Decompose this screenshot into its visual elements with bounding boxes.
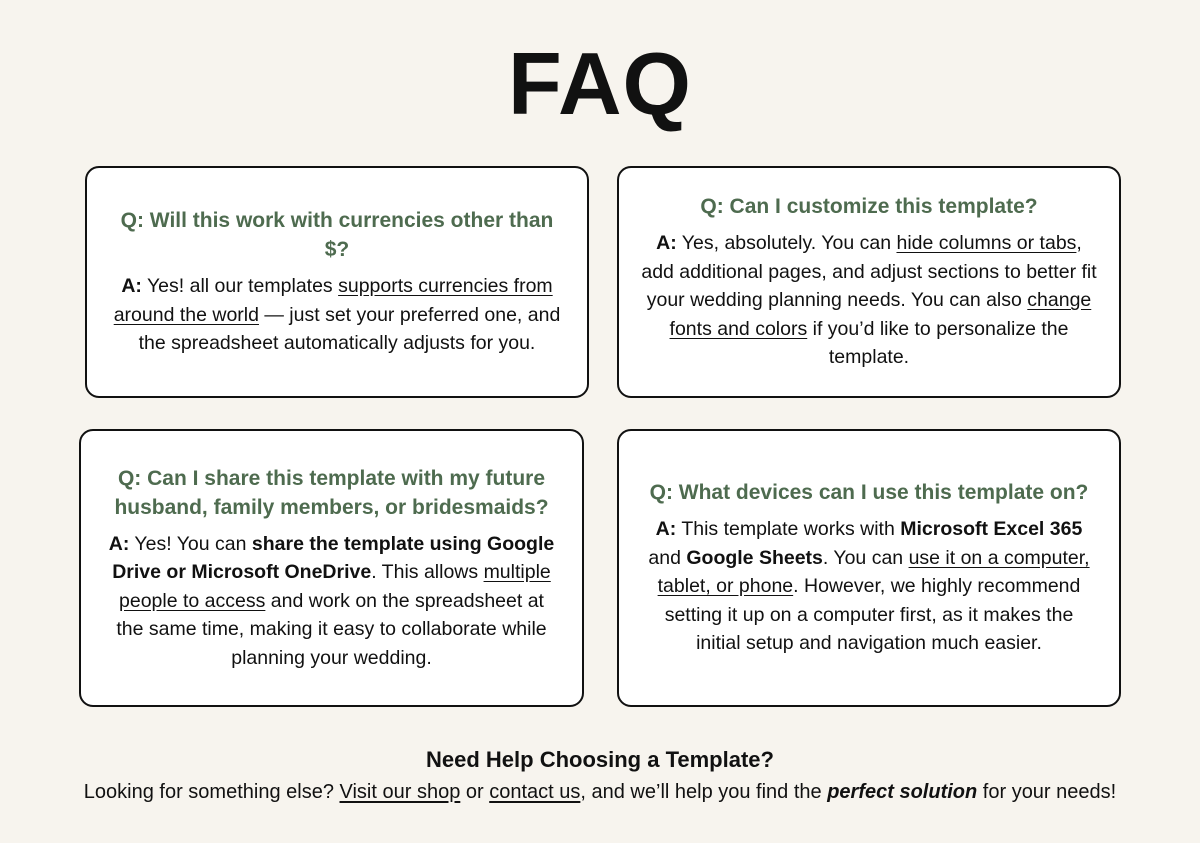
devices-link[interactable]: use it on a computer, tablet, or phone xyxy=(657,546,1090,598)
faq-card-currencies xyxy=(85,166,589,398)
faq-answer: A: This template works with Microsoft Excel 365 and Google Sheets. You can use it on a computer, tablet, or phone. However, we highly recommend setting it up on a computer first, as it makes the initial setup and navigation much easier. xyxy=(648,518,1090,655)
footer-heading: Need Help Choosing a Template? xyxy=(426,747,774,772)
footer-text: Looking for something else? Visit our shop or contact us, and we’ll help you find the perfect solution for your needs! xyxy=(83,781,1117,803)
faq-question: Q: Can I share this template with my future husband, family members, or bridesmaids? xyxy=(114,466,549,519)
answer-prefix: A: xyxy=(655,518,677,541)
page-title: FAQ xyxy=(508,34,692,133)
faq-answer: A: Yes! all our templates supports currencies from around the world — just set your preferred one, and the spreadsheet automatically adjusts for you. xyxy=(113,275,561,355)
share-emphasis: share the template using Google Drive or Microsoft OneDrive xyxy=(112,532,555,584)
perfect-solution-emphasis: perfect solution xyxy=(827,781,978,803)
faq-card-share xyxy=(79,429,584,707)
currencies-link[interactable]: supports currencies from around the world xyxy=(113,275,553,326)
visit-shop-link[interactable]: Visit our shop xyxy=(339,781,461,803)
answer-prefix: A: xyxy=(108,532,130,555)
faq-card-customize xyxy=(617,166,1121,398)
faq-answer: A: Yes! You can share the template using Google Drive or Microsoft OneDrive. This allows multiple people to access and work on the spreadsheet at the same time, making it easy to collaborate while planning your wedding. xyxy=(108,532,555,669)
faq-answer: A: Yes, absolutely. You can hide columns or tabs, add additional pages, and adjust sections to better fit your wedding planning needs. You can also change fonts and colors if you’d like to personalize the template. xyxy=(641,232,1097,369)
excel-emphasis: Microsoft Excel 365 xyxy=(900,518,1083,541)
faq-question: Q: What devices can I use this template on? xyxy=(649,481,1089,505)
faq-question: Q: Will this work with currencies other than $? xyxy=(120,209,554,262)
contact-us-link[interactable]: contact us xyxy=(489,781,581,803)
faq-card-devices xyxy=(617,429,1121,707)
answer-prefix: A: xyxy=(656,232,677,255)
multiple-access-link[interactable]: multiple people to access xyxy=(119,561,551,612)
sheets-emphasis: Google Sheets xyxy=(686,546,823,569)
hide-columns-link[interactable]: hide columns or tabs xyxy=(896,232,1077,255)
faq-question: Q: Can I customize this template? xyxy=(700,195,1038,219)
answer-prefix: A: xyxy=(121,275,142,298)
change-fonts-link[interactable]: change fonts and colors xyxy=(669,289,1092,340)
